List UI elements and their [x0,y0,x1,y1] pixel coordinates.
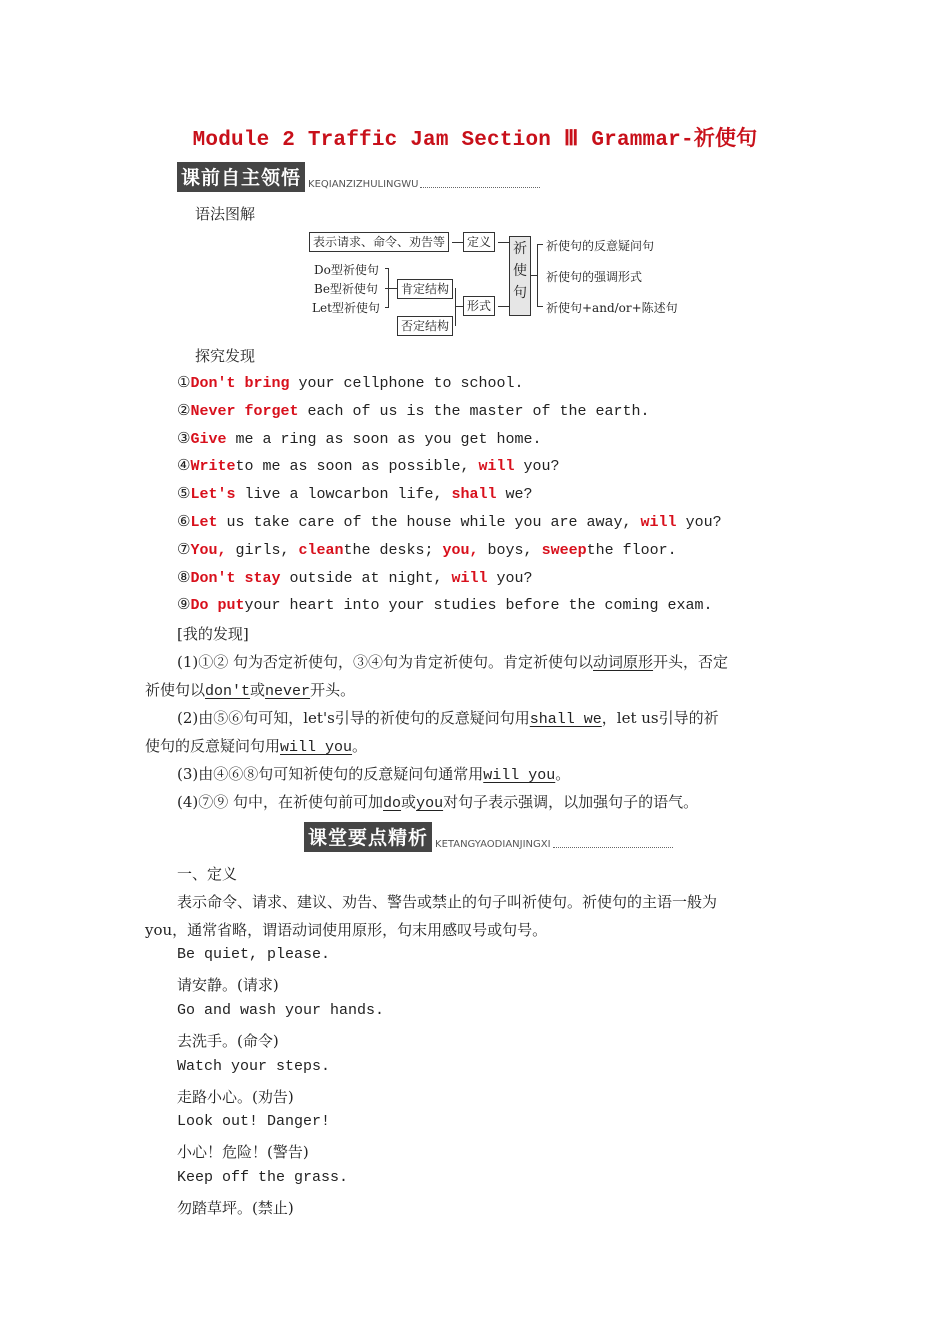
example-sentence [177,540,677,559]
highlight-text: Give [190,430,227,448]
chinese-translation: 请安静。(请求) [177,975,279,994]
text: 或 [250,681,266,699]
answer-blank: do [383,795,402,812]
answer-blank: will you [280,739,353,756]
answer-blank: will you [483,767,556,784]
connector [385,307,389,308]
highlight-text: will [640,514,677,531]
example-number: ④ [177,456,191,475]
highlight-text: shall [451,486,497,504]
highlight-text: You, [190,541,227,559]
english-example: Keep off the grass. [177,1169,349,1187]
highlight-text: clean [298,541,344,559]
connector [531,275,537,276]
answer-blank: never [265,683,311,700]
sentence-text: outside at night, [280,569,452,587]
sentence-text: boys, [478,541,542,559]
text: 祈使句以 [145,681,206,699]
text: 。 [555,765,571,783]
connector [455,306,463,307]
highlight-text: Do put [190,597,245,615]
discovery-label: [我的发现] [177,625,249,643]
example-number: ⑦ [177,539,191,558]
sentence-text: you? [676,514,722,531]
answer-blank: shall we [529,711,602,728]
english-example: Watch your steps. [177,1057,331,1075]
sentence-text: me a ring as soon as you get home. [226,430,542,448]
highlight-text: sweep [541,541,587,559]
text: 。 [352,737,368,755]
finding-1-line-2 [145,679,355,700]
highlight-text: Let's [190,486,236,504]
example-sentence [177,429,542,448]
definition-line-1: 表示命令、请求、建议、劝告、警告或禁止的句子叫祈使句。祈使句的主语一般为 [177,893,718,911]
answer-blank: you [416,795,444,812]
sentence-text: live a lowcarbon life, [235,486,452,504]
example-sentence [177,456,560,475]
english-example: Go and wash your hands. [177,1001,385,1019]
connector [385,268,389,269]
connector [452,242,463,243]
text: 对句子表示强调，以加强句子的语气。 [443,793,699,811]
connector [537,306,543,307]
connector [537,244,543,245]
sentence-text: we? [496,486,533,504]
example-sentence [177,512,722,531]
banner-pinyin: KEQIANZIZHULINGWU [308,179,419,190]
section-heading: 一、定义 [177,865,238,883]
right-item-tag: 祈使句的反意疑问句 [546,239,655,253]
section-banner-preview [177,162,540,192]
example-sentence [177,568,533,587]
connector [385,288,397,289]
finding-1-line-1 [177,651,728,672]
example-number: ⑧ [177,567,191,586]
answer-blank: don't [205,683,251,700]
chinese-translation: 走路小心。(劝告) [177,1087,294,1106]
type-let: Let型祈使句 [312,301,380,315]
define-box: 定义 [463,232,495,252]
banner-dots [420,187,540,188]
text: (2)由⑤⑥句可知，let's引导的祈使句的反意疑问句用 [177,709,530,727]
english-example: Be quiet, please. [177,946,331,963]
example-number: ② [177,400,191,419]
sentence-text: to me as soon as possible, [235,458,479,476]
text: (4)⑦⑨ 句中，在祈使句前可加 [177,793,384,811]
example-sentence [177,595,713,614]
bracket [537,244,538,306]
explore-label: 探究发现 [195,347,256,365]
banner-label: 课前自主领悟 [177,162,305,192]
banner-dots [553,847,673,848]
example-number: ⑨ [177,595,191,614]
bracket [455,288,456,326]
sentence-text: your heart into your studies before the coming exam. [244,597,713,615]
sentence-text: the floor. [586,541,677,559]
form-box: 形式 [463,296,495,316]
text: 使句的反意疑问句用 [145,737,281,755]
example-sentence [177,484,533,503]
finding-2-line-2 [145,735,367,756]
sentence-text: the desks; [343,541,443,559]
english-example: Look out! Danger! [177,1113,331,1131]
text: 开头，否定 [653,653,729,671]
highlight-text: Write [190,458,236,476]
chinese-translation: 去洗手。(命令) [177,1031,279,1050]
right-item-emphasis: 祈使句的强调形式 [546,270,643,284]
example-number: ③ [177,428,191,447]
example-number: ① [177,373,191,391]
banner-label: 课堂要点精析 [304,822,432,852]
text: 开头。 [310,681,356,699]
text: (3)由④⑥⑧句可知祈使句的反意疑问句通常用 [177,765,484,783]
center-box: 祈使句 [509,236,531,316]
section-banner-analysis [304,822,673,852]
define-source-box: 表示请求、命令、劝告等 [309,232,449,252]
answer-blank: 动词原形 [593,653,654,671]
sentence-text: you? [514,458,560,476]
type-do: Do型祈使句 [314,263,379,277]
type-be: Be型祈使句 [314,282,378,296]
sentence-text: your cellphone to school. [289,375,524,392]
finding-4 [177,791,698,812]
sentence-text: us take care of the house while you are away, [217,514,641,531]
text: 或 [401,793,417,811]
banner-pinyin: KETANGYAODIANJINGXI [435,839,551,850]
right-item-and-or: 祈使句+and/or+陈述句 [546,301,678,315]
highlight-text: Never forget [190,402,299,420]
highlight-text: you, [442,541,479,559]
finding-2-line-1 [177,707,719,728]
text: ，let us引导的祈 [601,709,719,727]
highlight-text: Let [190,514,218,531]
connector [498,242,509,243]
page-title: Module 2 Traffic Jam Section Ⅲ Grammar-祈使句 [192,129,758,152]
example-sentence [177,401,650,420]
sentence-text: you? [487,569,533,587]
example-number: ⑥ [177,512,191,530]
example-number: ⑤ [177,484,191,503]
highlight-text: will [478,458,515,476]
finding-3 [177,763,570,784]
chinese-translation: 小心！危险！(警告) [177,1143,309,1162]
sentence-text: girls, [226,541,299,559]
sentence-text: each of us is the master of the earth. [298,402,650,420]
grammar-chart-label: 语法图解 [195,205,256,223]
connector [498,306,509,307]
text: (1)①② 句为否定祈使句，③④句为肯定祈使句。肯定祈使句以 [177,653,594,671]
definition-line-2: you，通常省略，谓语动词使用原形，句末用感叹号或句号。 [145,921,548,939]
negative-box: 否定结构 [397,316,453,336]
chinese-translation: 勿踏草坪。(禁止) [177,1199,294,1218]
highlight-text: Don't bring [190,375,290,392]
highlight-text: Don't stay [190,569,281,587]
affirmative-box: 肯定结构 [397,279,453,299]
highlight-text: will [451,569,488,587]
example-sentence [177,373,524,392]
